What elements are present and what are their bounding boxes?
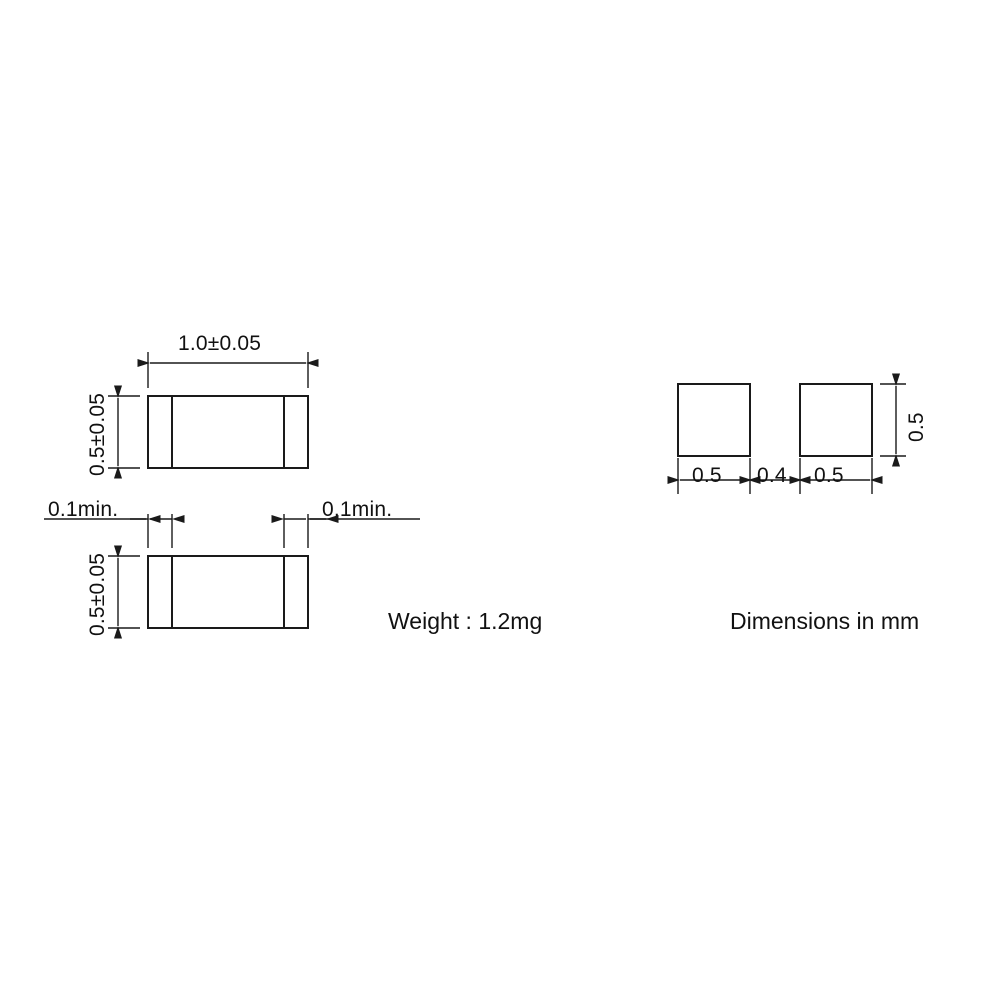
dimension-label-pad-right-width: 0.5	[814, 464, 844, 487]
dimension-label-terminal-right-min: 0.1min.	[322, 498, 393, 521]
dimension-label-top-body-width: 0.5±0.05	[86, 392, 109, 476]
dimension-label-pad-gap: 0.4	[757, 464, 787, 487]
dimension-label-terminal-left-min: 0.1min.	[48, 498, 119, 521]
top-view-geometry	[148, 396, 308, 468]
dimension-label-pad-left-width: 0.5	[692, 464, 722, 487]
bottom-view-geometry	[148, 556, 308, 628]
land-pattern-geometry	[678, 384, 872, 456]
dimension-label-body-length: 1.0±0.05	[178, 332, 262, 355]
dimension-label-bottom-body-width: 0.5±0.05	[86, 552, 109, 636]
dimension-label-pad-height: 0.5	[905, 412, 928, 442]
weight-caption: Weight : 1.2mg	[388, 608, 543, 634]
top-view-dimension-lines	[108, 352, 308, 468]
units-caption: Dimensions in mm	[730, 608, 920, 634]
